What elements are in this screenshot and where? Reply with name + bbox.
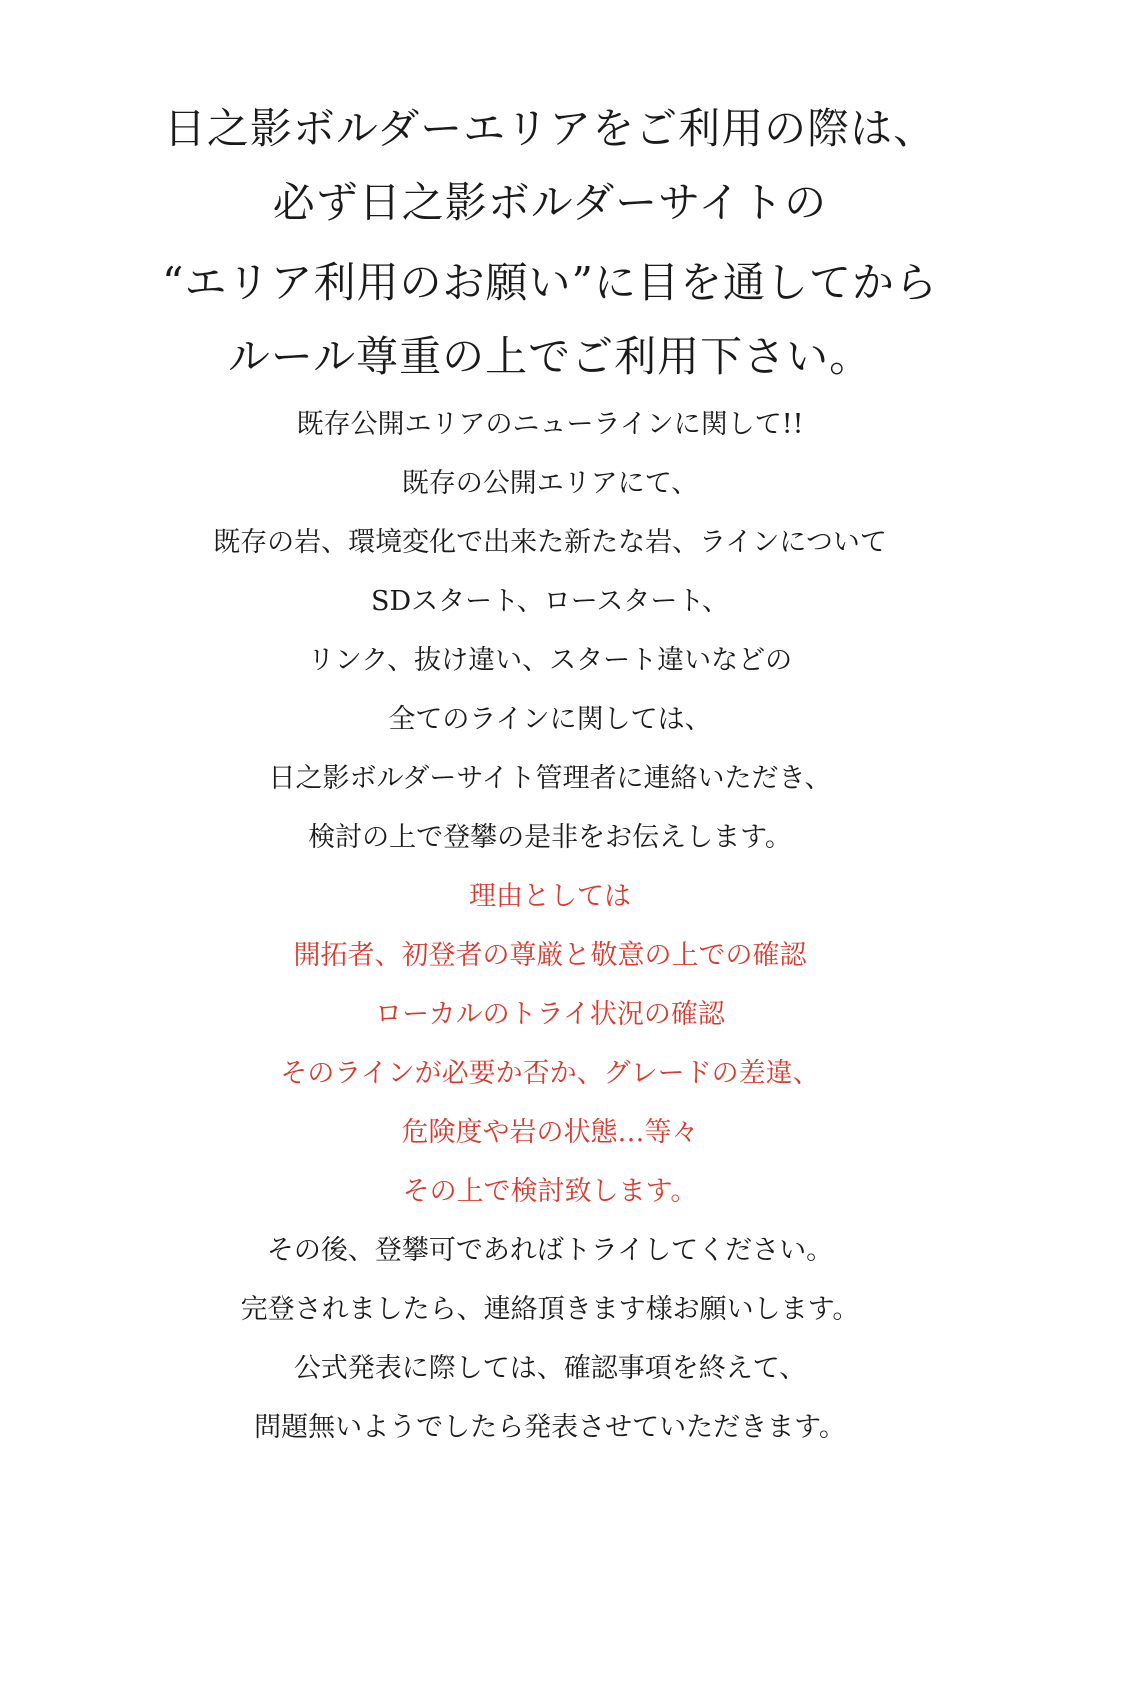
reason-line-3: ローカルのトライ状況の確認 [375,999,725,1030]
notice-line-6: 全てのラインに関しては、 [388,704,712,735]
notice-line-1: 既存公開エリアのニューラインに関して!! [296,409,804,440]
notice-line-4: SDスタート、ロースタート、 [371,586,729,617]
closing-line-1: その後、登攀可であればトライしてください。 [266,1235,834,1266]
reason-line-1: 理由としては [469,881,631,912]
heading-line-2: 必ず日之影ボルダーサイトの [272,178,828,227]
closing-line-3: 公式発表に際しては、確認事項を終えて、 [293,1353,807,1384]
notice-line-2: 既存の公開エリアにて、 [401,468,699,499]
reason-line-4: そのラインが必要か否か、グレードの差違、 [280,1058,820,1089]
notice-line-8: 検討の上で登攀の是非をお伝えします。 [308,822,792,853]
reason-line-6: その上で検討致します。 [402,1176,698,1207]
heading-line-1: 日之影ボルダーエリアをご利用の際は、 [163,104,937,153]
reason-line-5: 危険度や岩の状態…等々 [401,1117,699,1148]
heading-line-4: ルール尊重の上でご利用下さい。 [227,332,873,381]
reason-line-2: 開拓者、初登者の尊厳と敬意の上での確認 [293,940,807,971]
closing-line-2: 完登されましたら、連絡頂きます様お願いします。 [240,1294,860,1325]
closing-line-4: 問題無いようでしたら発表させていただきます。 [254,1412,846,1443]
notice-line-5: リンク、抜け違い、スタート違いなどの [307,645,793,676]
notice-line-3: 既存の岩、環境変化で出来た新たな岩、ラインについて [213,527,887,558]
notice-line-7: 日之影ボルダーサイト管理者に連絡いただき、 [268,763,832,794]
heading-line-3: “エリア利用のお願い”に目を通してから [162,258,938,307]
